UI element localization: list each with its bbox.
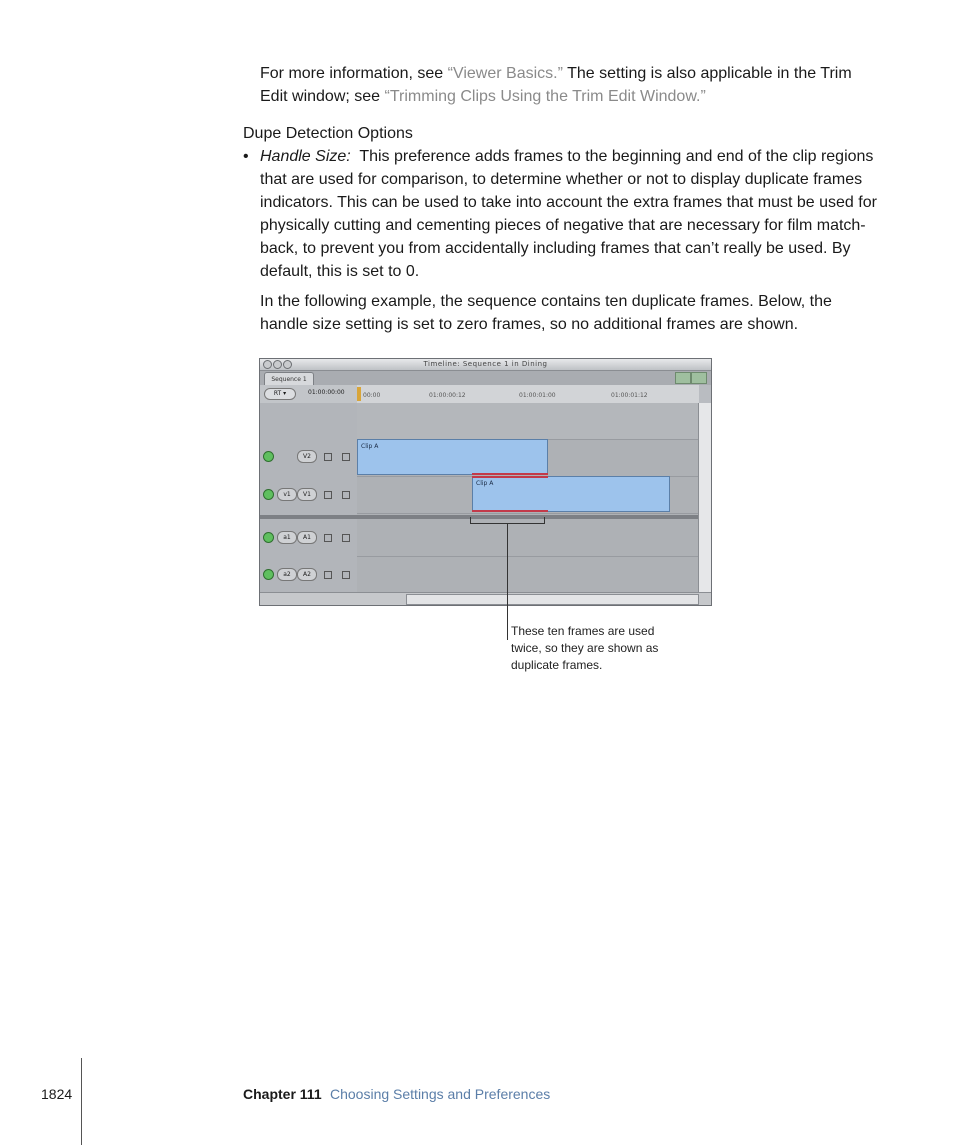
current-timecode[interactable]: 01:00:00:00 — [308, 389, 345, 396]
destination-control[interactable]: A1 — [297, 531, 317, 544]
track-header-a1 — [260, 520, 357, 556]
callout-leader-line — [507, 524, 508, 640]
auto-select-icon[interactable] — [342, 534, 350, 542]
track-visibility-icon[interactable] — [263, 451, 274, 462]
lock-icon[interactable] — [324, 491, 332, 499]
lock-icon[interactable] — [324, 453, 332, 461]
timeline-bottom-bar — [260, 592, 711, 605]
duplicate-frames-indicator — [472, 473, 548, 475]
source-control[interactable]: v1 — [277, 488, 297, 501]
vertical-scrollbar[interactable] — [698, 403, 711, 595]
bullet-dot: • — [243, 148, 249, 165]
lock-icon[interactable] — [324, 571, 332, 579]
viewer-basics-link[interactable]: “Viewer Basics.” — [447, 65, 563, 82]
intro-text-2: The setting is also applicable in the Trim Edit window; see — [260, 65, 852, 105]
linking-icon[interactable] — [691, 372, 707, 384]
timeline-titlebar — [260, 359, 711, 371]
example-paragraph: In the following example, the sequence contains ten duplicate frames. Below, the handle size setting is set to zero frames, so no additional frames are shown. — [260, 293, 832, 333]
intro-text: For more information, see — [260, 65, 448, 82]
empty-track-space — [357, 403, 699, 440]
horizontal-scrollbar[interactable] — [406, 594, 699, 605]
playhead[interactable] — [357, 387, 361, 401]
speaker-icon[interactable] — [263, 569, 274, 580]
ruler-tick: 01:00:01:12 — [611, 392, 648, 399]
page-number: 1824 — [41, 1086, 73, 1102]
clip-v1[interactable] — [472, 476, 670, 512]
clip-label: Clip A — [361, 443, 379, 450]
section-heading: Dupe Detection Options — [243, 125, 413, 142]
lock-icon[interactable] — [324, 534, 332, 542]
handle-size-paragraph — [260, 145, 880, 283]
duplicate-frames-bracket — [470, 517, 545, 524]
snap-icon[interactable] — [675, 372, 691, 384]
track-a2 — [357, 556, 699, 594]
tab-row — [260, 371, 711, 385]
source-control[interactable]: a1 — [277, 531, 297, 544]
timeline-window — [259, 358, 712, 606]
track-header-a2 — [260, 557, 357, 593]
intro-paragraph — [260, 62, 880, 108]
destination-control[interactable]: V1 — [297, 488, 317, 501]
footer-chapter: Chapter 111 — [243, 1086, 322, 1102]
handle-size-description: This preference adds frames to the beginning and end of the clip regions that are used for comparison, to determine whether or not to display duplicate frames indicators. This can be used to take into account the extra frames that must be used for physically cutting and cementing pieces of negative that are necessary for film match-back, to prevent you from accidentally including frames that can’t really be used. By default, this is set to 0. — [260, 148, 882, 280]
destination-control[interactable]: V2 — [297, 450, 317, 463]
track-area[interactable] — [357, 403, 699, 595]
auto-select-icon[interactable] — [342, 491, 350, 499]
rt-menu[interactable]: RT ▾ — [264, 388, 296, 400]
handle-size-term: Handle Size: — [260, 148, 351, 165]
clip-v2[interactable] — [357, 439, 548, 475]
source-control[interactable]: a2 — [277, 568, 297, 581]
timeline-controls — [260, 385, 357, 404]
destination-control[interactable]: A2 — [297, 568, 317, 581]
auto-select-icon[interactable] — [342, 453, 350, 461]
ruler-tick: 01:00:01:00 — [519, 392, 556, 399]
timeline-title: Timeline: Sequence 1 in Dining — [423, 360, 548, 368]
duplicate-frames-indicator — [472, 476, 548, 478]
footer-chapter-title[interactable]: Choosing Settings and Preferences — [330, 1086, 551, 1102]
track-v2 — [357, 439, 699, 477]
speaker-icon[interactable] — [263, 532, 274, 543]
trimming-clips-link[interactable]: “Trimming Clips Using the Trim Edit Window.” — [384, 88, 706, 105]
track-header-v1 — [260, 477, 357, 513]
time-ruler[interactable] — [357, 385, 699, 404]
ruler-tick: 01:00:00:12 — [429, 392, 466, 399]
callout-text: These ten frames are used twice, so they are shown as duplicate frames. — [511, 624, 659, 672]
tab-sequence-1[interactable]: Sequence 1 — [264, 372, 314, 386]
track-header-v2 — [260, 439, 357, 475]
track-v1 — [357, 476, 699, 514]
track-visibility-icon[interactable] — [263, 489, 274, 500]
footer-divider — [81, 1058, 82, 1145]
auto-select-icon[interactable] — [342, 571, 350, 579]
clip-label: Clip A — [476, 480, 494, 487]
track-headers — [260, 403, 357, 595]
track-a1 — [357, 519, 699, 557]
duplicate-frames-indicator — [472, 510, 548, 512]
ruler-tick: 00:00 — [363, 392, 381, 399]
